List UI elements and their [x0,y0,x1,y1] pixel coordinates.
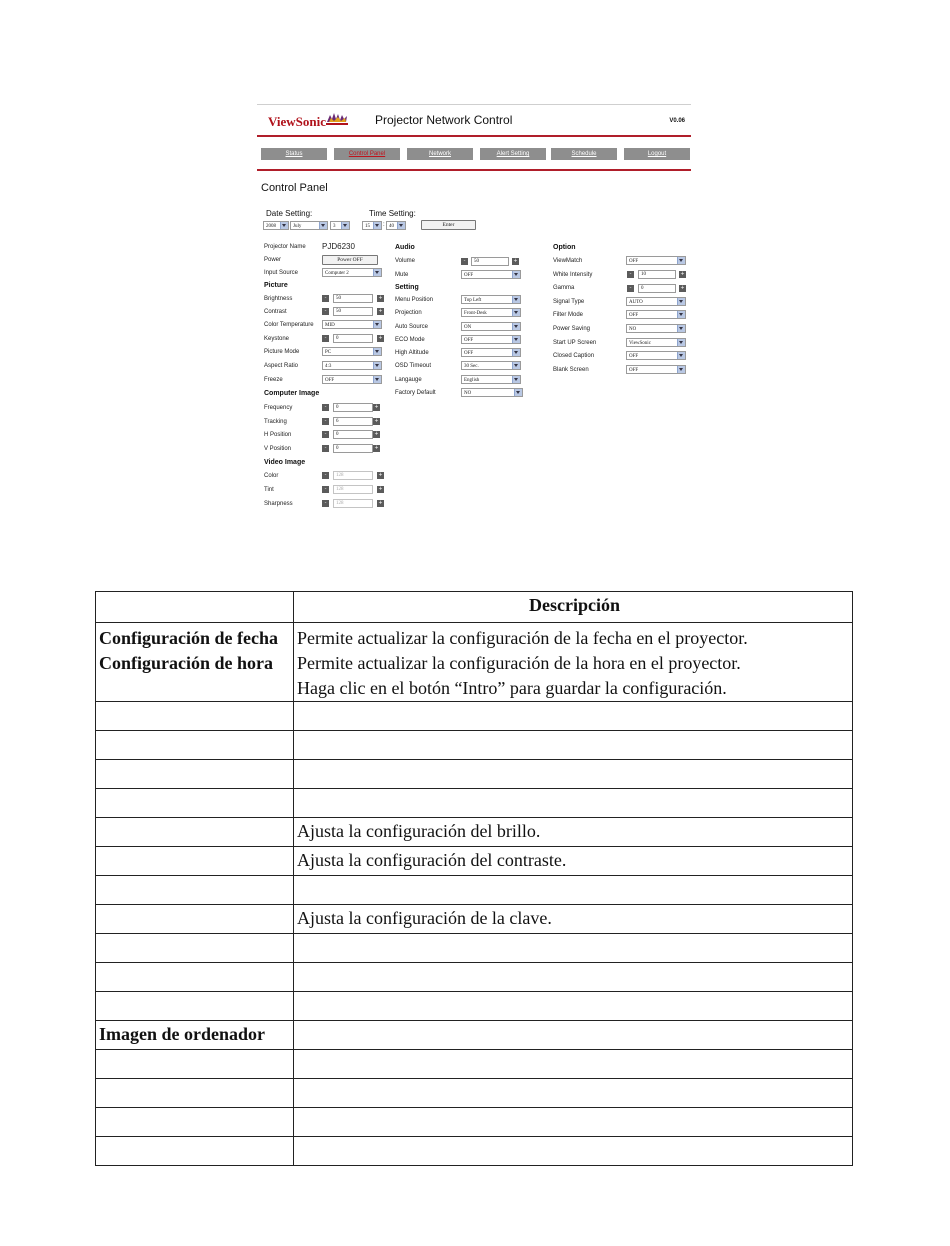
chevron-down-icon [373,376,381,383]
color-label: Color [264,473,279,479]
chevron-down-icon [677,257,685,264]
audio-header: Audio [395,244,415,251]
startup-screen-label: Start UP Screen [553,340,597,346]
color-temperature-select[interactable] [322,320,382,329]
table-row [96,789,853,818]
header-divider [257,135,691,137]
tracking-field[interactable]: 6 [333,417,373,426]
time-minute-value: 40 [389,224,394,229]
enter-button[interactable]: Enter [421,220,476,230]
tracking-label: Tracking [264,419,287,425]
volume-increase-button[interactable]: + [513,258,518,264]
frequency-field[interactable]: 0 [333,403,373,412]
input-source-label: Input Source [264,270,299,276]
chevron-down-icon [512,376,520,383]
date-year-select[interactable] [263,221,289,230]
row-description [294,1079,853,1108]
chevron-down-icon [512,271,520,278]
blank-screen-select[interactable] [626,365,686,374]
projection-label: Projection [395,310,422,316]
color-decrease-button[interactable]: - [322,472,329,479]
viewmatch-label: ViewMatch [553,258,583,264]
date-day-select[interactable] [330,221,350,230]
freeze-label: Freeze [264,377,283,383]
color-increase-button[interactable]: + [378,472,383,478]
eco-mode-label: ECO Mode [395,337,425,343]
nav-network[interactable]: Network [407,148,473,160]
osd-timeout-value: 30 Sec. [464,364,479,369]
row-label [96,1050,294,1079]
aspect-ratio-select[interactable] [322,361,382,370]
row-description: Permite actualizar la configuración de la fecha en el proyector. [297,628,748,648]
table-row [96,905,853,934]
chevron-down-icon [397,222,405,229]
row-label [96,876,294,905]
keystone-increase-button[interactable]: + [378,335,383,341]
brightness-increase-button[interactable]: + [378,295,383,301]
row-label [96,1108,294,1137]
app-title: Projector Network Control [375,113,513,127]
eco-mode-value: OFF [464,338,474,343]
table-row [96,623,853,702]
table-row [96,1108,853,1137]
date-setting-label: Date Setting: [266,209,313,218]
chevron-down-icon [373,321,381,328]
closed-caption-value: OFF [629,354,639,359]
row-label: Configuración de hora [99,653,274,673]
freeze-value: OFF [325,378,335,383]
filter-mode-value: OFF [629,313,639,318]
row-description [294,731,853,760]
input-source-select[interactable] [322,268,382,277]
language-value: English [464,378,480,383]
table-row [96,1079,853,1108]
table-row [96,934,853,963]
high-altitude-value: OFF [464,351,474,356]
chevron-down-icon [512,362,520,369]
chevron-down-icon [677,366,685,373]
chevron-down-icon [512,296,520,303]
mute-value: OFF [464,273,474,278]
sharpness-increase-button[interactable]: + [378,500,383,506]
chevron-down-icon [373,269,381,276]
language-select[interactable] [461,375,521,384]
tint-decrease-button[interactable]: - [322,486,329,493]
table-row [96,963,853,992]
row-description [294,789,853,818]
v-position-increase-button[interactable]: + [374,445,379,451]
table-row [96,876,853,905]
v-position-field[interactable]: 0 [333,444,373,453]
volume-decrease-button[interactable]: - [461,258,468,265]
frequency-increase-button[interactable]: + [374,404,379,410]
date-month-value: July [293,224,302,229]
time-colon: : [383,222,385,228]
row-description [294,702,853,731]
tracking-decrease-button[interactable]: - [322,418,329,425]
keystone-label: Keystone [264,336,290,342]
table-header-row [96,592,853,623]
high-altitude-select[interactable] [461,348,521,357]
row-description: Permite actualizar la configuración de la hora en el proyector. [297,653,741,673]
mute-label: Mute [395,272,409,278]
brightness-label: Brightness [264,296,293,302]
projector-name-value: PJD6230 [322,242,355,251]
white-intensity-field[interactable]: 10 [638,270,676,279]
chevron-down-icon [512,336,520,343]
volume-field[interactable]: 50 [471,257,509,266]
picture-mode-value: PC [325,350,332,355]
brand-logo: ViewSonic [268,114,327,129]
freeze-select[interactable] [322,375,382,384]
keystone-decrease-button[interactable]: - [322,335,329,342]
auto-source-select[interactable] [461,322,521,331]
chevron-down-icon [677,352,685,359]
viewsonic-birds-icon [326,111,348,127]
table-row [96,1050,853,1079]
chevron-down-icon [512,309,520,316]
row-description [294,1108,853,1137]
signal-type-label: Signal Type [553,299,585,305]
power-off-button[interactable]: Power OFF [322,255,378,265]
factory-default-label: Factory Default [395,390,436,396]
row-label [96,1137,294,1166]
aspect-ratio-value: 4:3 [325,364,332,369]
header-cell-empty [96,592,294,623]
filter-mode-select[interactable] [626,310,686,319]
chevron-down-icon [341,222,349,229]
time-minute-select[interactable] [386,221,406,230]
h-position-increase-button[interactable]: + [374,431,379,437]
language-label: Langauge [395,377,422,383]
color-field[interactable]: 128 [333,471,373,480]
nav-alert-setting[interactable]: Alert Setting [480,148,546,160]
aspect-ratio-label: Aspect Ratio [264,363,299,369]
factory-default-select[interactable] [461,388,523,397]
row-description: Ajusta la configuración del contraste. [294,847,853,876]
chevron-down-icon [677,311,685,318]
chevron-down-icon [677,298,685,305]
row-label [96,934,294,963]
row-label [96,992,294,1021]
h-position-label: H Position [264,432,292,438]
h-position-decrease-button[interactable]: - [322,431,329,438]
osd-timeout-select[interactable] [461,361,521,370]
row-label [96,818,294,847]
chevron-down-icon [514,389,522,396]
row-label: Configuración de fecha [99,628,278,648]
nav-logout[interactable]: Logout [624,148,690,160]
color-temperature-value: MID [325,323,335,328]
table-row [96,992,853,1021]
chevron-down-icon [677,325,685,332]
volume-label: Volume [395,258,416,264]
color-temperature-label: Color Temperature [264,322,314,328]
tint-field[interactable]: 128 [333,485,373,494]
white-intensity-increase-button[interactable]: + [680,271,685,277]
viewmatch-value: OFF [629,259,639,264]
tint-label: Tint [264,487,274,493]
row-label [96,905,294,934]
osd-timeout-label: OSD Timeout [395,363,432,369]
high-altitude-label: High Altitude [395,350,429,356]
control-panel-screenshot [255,104,691,520]
closed-caption-label: Closed Caption [553,353,595,359]
row-description-cell [294,623,853,702]
menu-position-label: Menu Position [395,297,434,303]
frequency-decrease-button[interactable]: - [322,404,329,411]
row-label [96,789,294,818]
brightness-decrease-button[interactable]: - [322,295,329,302]
table-row [96,731,853,760]
nav-schedule[interactable]: Schedule [551,148,617,160]
row-description: Ajusta la configuración del brillo. [294,818,853,847]
header-cell-description: Descripción [294,592,853,623]
version-label: V0.06 [669,118,685,124]
startup-screen-value: ViewSonic [629,341,651,346]
contrast-label: Contrast [264,309,287,315]
white-intensity-label: White Intensity [553,272,593,278]
time-hour-value: 15 [365,224,370,229]
row-description [294,1137,853,1166]
date-day-value: 3 [333,224,336,229]
gamma-decrease-button[interactable]: - [627,285,634,292]
date-month-select[interactable] [290,221,328,230]
nav-bar [261,148,686,160]
brightness-field[interactable]: 50 [333,294,373,303]
chevron-down-icon [677,339,685,346]
tint-increase-button[interactable]: + [378,486,383,492]
row-label [96,1079,294,1108]
row-description: Ajusta la configuración de la clave. [294,905,853,934]
menu-position-value: Top Left [464,298,482,303]
blank-screen-value: OFF [629,368,639,373]
contrast-increase-button[interactable]: + [378,308,383,314]
projector-name-label: Projector Name [264,244,306,250]
gamma-increase-button[interactable]: + [680,285,685,291]
white-intensity-decrease-button[interactable]: - [627,271,634,278]
nav-control-panel[interactable]: Control Panel [334,148,400,160]
v-position-label: V Position [264,446,292,452]
row-label-cell [96,623,294,702]
menu-position-select[interactable] [461,295,521,304]
chevron-down-icon [373,362,381,369]
power-saving-label: Power Saving [553,326,591,332]
auto-source-value: ON [464,325,472,330]
signal-type-select[interactable] [626,297,686,306]
row-description: Haga clic en el botón “Intro” para guardar la configuración. [297,678,727,698]
nav-divider [257,169,691,171]
description-table [95,591,853,1166]
sharpness-decrease-button[interactable]: - [322,500,329,507]
option-header: Option [553,244,576,251]
contrast-decrease-button[interactable]: - [322,308,329,315]
projection-select[interactable] [461,308,521,317]
row-label [96,963,294,992]
frequency-label: Frequency [264,405,293,411]
row-description [294,760,853,789]
sharpness-label: Sharpness [264,501,293,507]
row-description [294,992,853,1021]
row-description [294,876,853,905]
blank-screen-label: Blank Screen [553,367,589,373]
nav-status[interactable]: Status [261,148,327,160]
video-image-header: Video Image [264,459,306,466]
gamma-field[interactable]: 0 [638,284,676,293]
chevron-down-icon [280,222,288,229]
time-setting-label: Time Setting: [369,209,416,218]
sharpness-field[interactable]: 128 [333,499,373,508]
row-description [294,1021,853,1050]
row-description [294,934,853,963]
picture-mode-label: Picture Mode [264,349,300,355]
h-position-field[interactable]: 0 [333,430,373,439]
tracking-increase-button[interactable]: + [374,418,379,424]
table-row [96,818,853,847]
row-description [294,1050,853,1079]
contrast-field[interactable]: 50 [333,307,373,316]
v-position-decrease-button[interactable]: - [322,445,329,452]
startup-screen-select[interactable] [626,338,686,347]
setting-header: Setting [395,284,419,291]
power-saving-select[interactable] [626,324,686,333]
table-row [96,760,853,789]
table-row [96,1137,853,1166]
power-label: Power [264,257,282,263]
chevron-down-icon [319,222,327,229]
factory-default-value: NO [464,391,472,396]
row-label: Imagen de ordenador [96,1021,294,1050]
projection-value: Front-Desk [464,311,487,316]
date-year-value: 2008 [266,224,276,229]
chevron-down-icon [373,348,381,355]
picture-mode-select[interactable] [322,347,382,356]
table-row [96,1021,853,1050]
section-title: Control Panel [261,182,328,194]
keystone-field[interactable]: 0 [333,334,373,343]
time-hour-select[interactable] [362,221,382,230]
top-border [257,104,691,105]
eco-mode-select[interactable] [461,335,521,344]
gamma-label: Gamma [553,285,575,291]
table-row [96,702,853,731]
picture-header: Picture [264,282,288,289]
input-source-value: Computer 2 [325,271,349,276]
chevron-down-icon [512,323,520,330]
chevron-down-icon [512,349,520,356]
row-description [294,963,853,992]
computer-image-header: Computer Image [264,390,320,397]
row-label [96,702,294,731]
auto-source-label: Auto Source [395,324,429,330]
closed-caption-select[interactable] [626,351,686,360]
viewmatch-select[interactable] [626,256,686,265]
row-label [96,731,294,760]
table-row [96,847,853,876]
power-saving-value: NO [629,327,637,332]
mute-select[interactable] [461,270,521,279]
chevron-down-icon [373,222,381,229]
row-label [96,847,294,876]
filter-mode-label: Filter Mode [553,312,584,318]
row-label [96,760,294,789]
signal-type-value: AUTO [629,300,643,305]
